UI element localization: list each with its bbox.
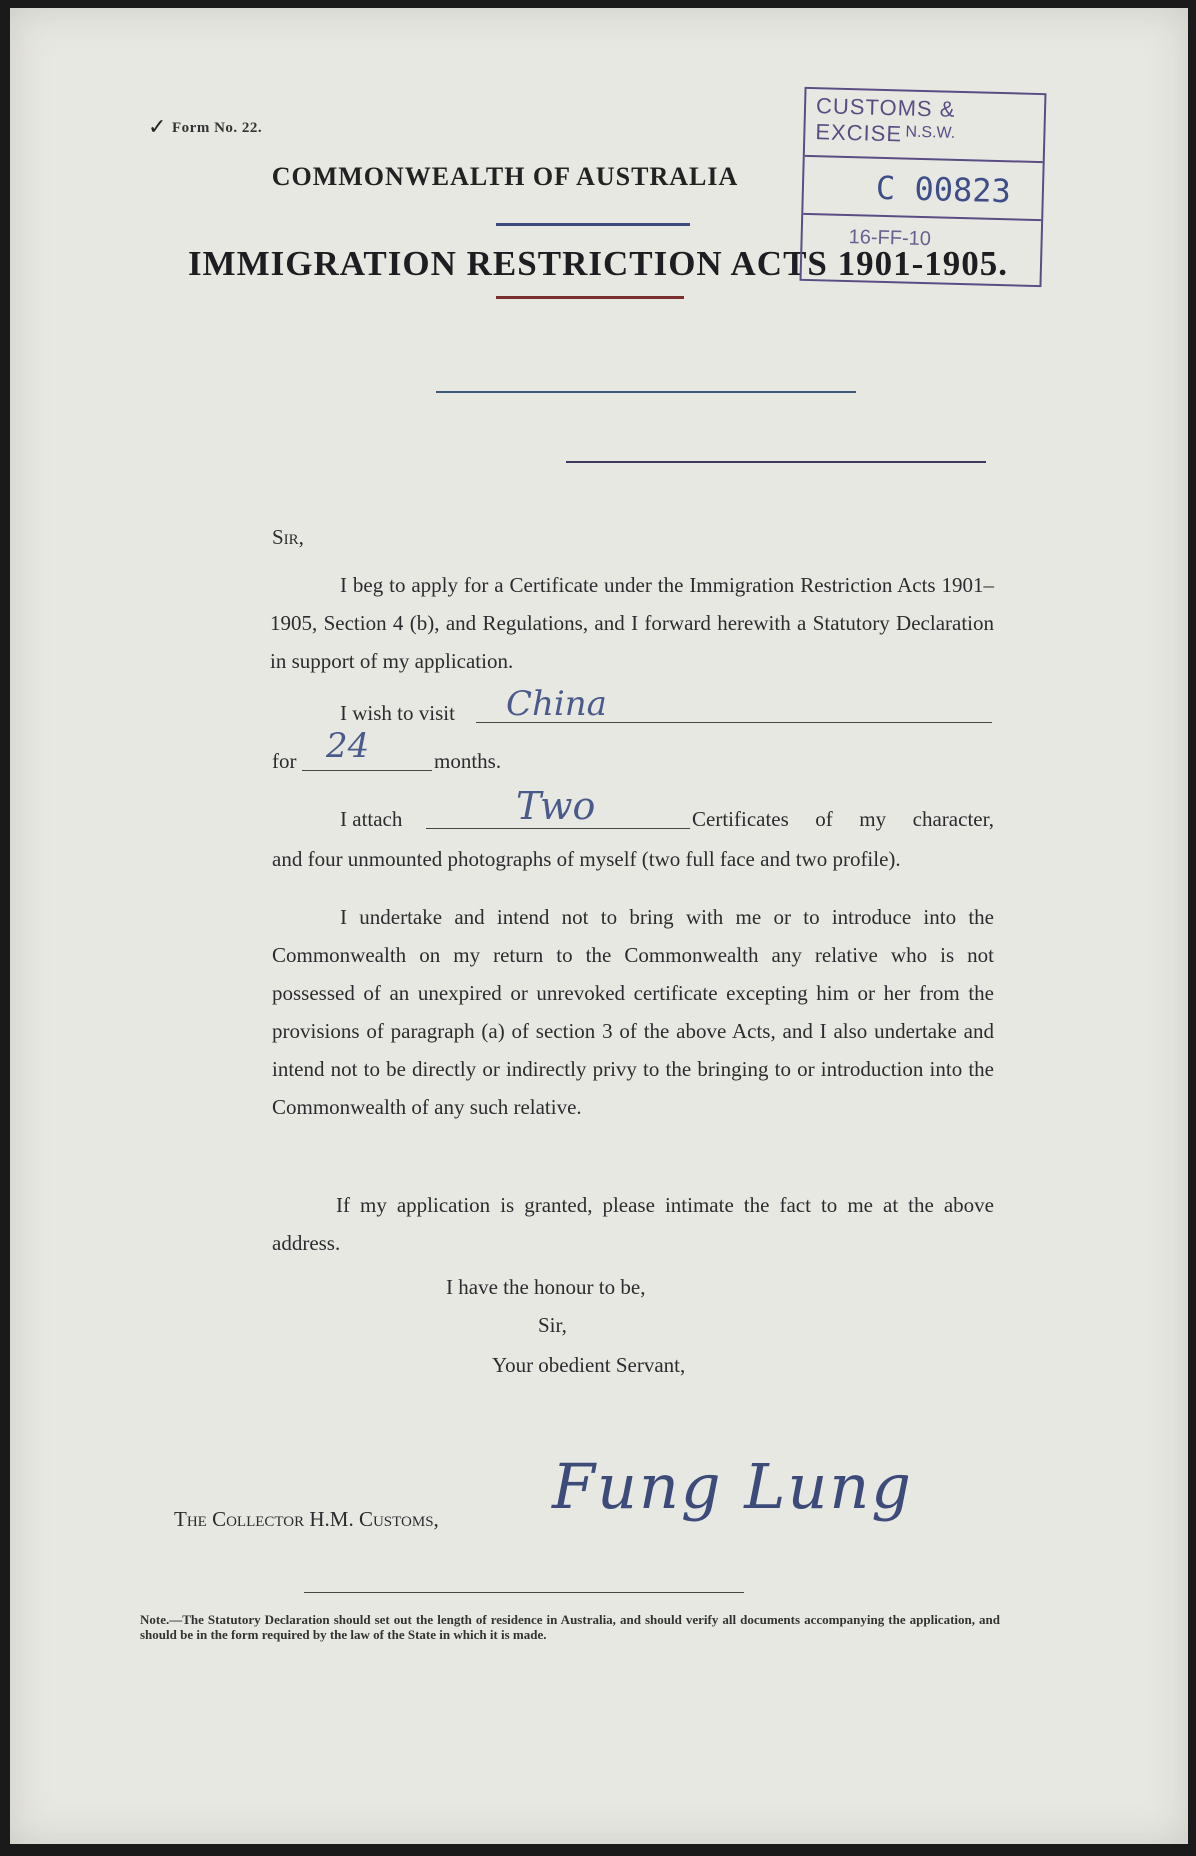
salutation: Sir, <box>272 525 304 549</box>
stamp-divider <box>805 155 1043 163</box>
closing-servant: Your obedient Servant, <box>492 1353 686 1377</box>
months-label: months. <box>434 749 502 773</box>
address-line-2 <box>566 461 986 463</box>
attach-value: Two <box>516 784 596 828</box>
heading-rule <box>496 223 690 226</box>
stamp-divider <box>803 213 1041 221</box>
attach-label: I attach <box>340 807 403 831</box>
paragraph-undertaking: I undertake and intend not to bring with me or to introduce into the Commonwealth on my return to the Commonwealth any relative who is not possessed of an unexpired or unrevoked certificate excepting him or her from the provisions of paragraph (a) of section 3 of the above Acts, and I also undertake and intend not to be directly or indirectly privy to the bringing to or introduction into the Commonwealth of any such relative. <box>272 905 994 1119</box>
country-heading: COMMONWEALTH OF AUSTRALIA <box>271 162 739 191</box>
visit-label: I wish to visit <box>340 701 455 725</box>
stamp-date: 16-FF-10 <box>848 226 932 251</box>
attach-line <box>426 828 690 829</box>
paragraph-application: I beg to apply for a Certificate under the Immigration Restriction Acts 1901–1905, Section 4 (b), and Regulations, and I forward herewith a Statutory Declaration in support of my application. <box>270 573 994 673</box>
check-mark-icon: ✓ <box>148 114 167 139</box>
for-value: 24 <box>326 726 370 766</box>
visit-value: China <box>506 684 607 724</box>
for-line <box>302 770 432 771</box>
customs-stamp <box>800 87 1047 287</box>
footnote: Note.—The Statutory Declaration should set out the length of residence in Australia, and should verify all documents accompanying the application, and should be in the form required by the law of the State in which it is made. <box>140 1612 1000 1642</box>
stamp-line1: CUSTOMS & EXCISE <box>815 93 956 147</box>
form-number: Form No. 22. <box>172 120 263 136</box>
paragraph-intimate: If my application is granted, please intimate the fact to me at the above address. <box>272 1193 994 1255</box>
addressee: The Collector H.M. Customs, <box>174 1507 439 1531</box>
stamp-line2: N.S.W. <box>905 123 956 142</box>
title-rule <box>496 296 684 299</box>
certificates-label: Certificates of my character, <box>692 807 994 831</box>
signature: Fung Lung <box>552 1450 913 1523</box>
closing-honour: I have the honour to be, <box>446 1275 646 1299</box>
stamp-number: C 00823 <box>875 168 1012 211</box>
closing-sir: Sir, <box>538 1313 567 1337</box>
photos-line: and four unmounted photographs of myself (two full face and two profile). <box>272 847 901 871</box>
signature-line <box>304 1592 744 1593</box>
for-label: for <box>272 749 297 773</box>
acts-title: IMMIGRATION RESTRICTION ACTS 1901-1905. <box>187 244 1009 283</box>
address-line-1 <box>436 391 856 393</box>
